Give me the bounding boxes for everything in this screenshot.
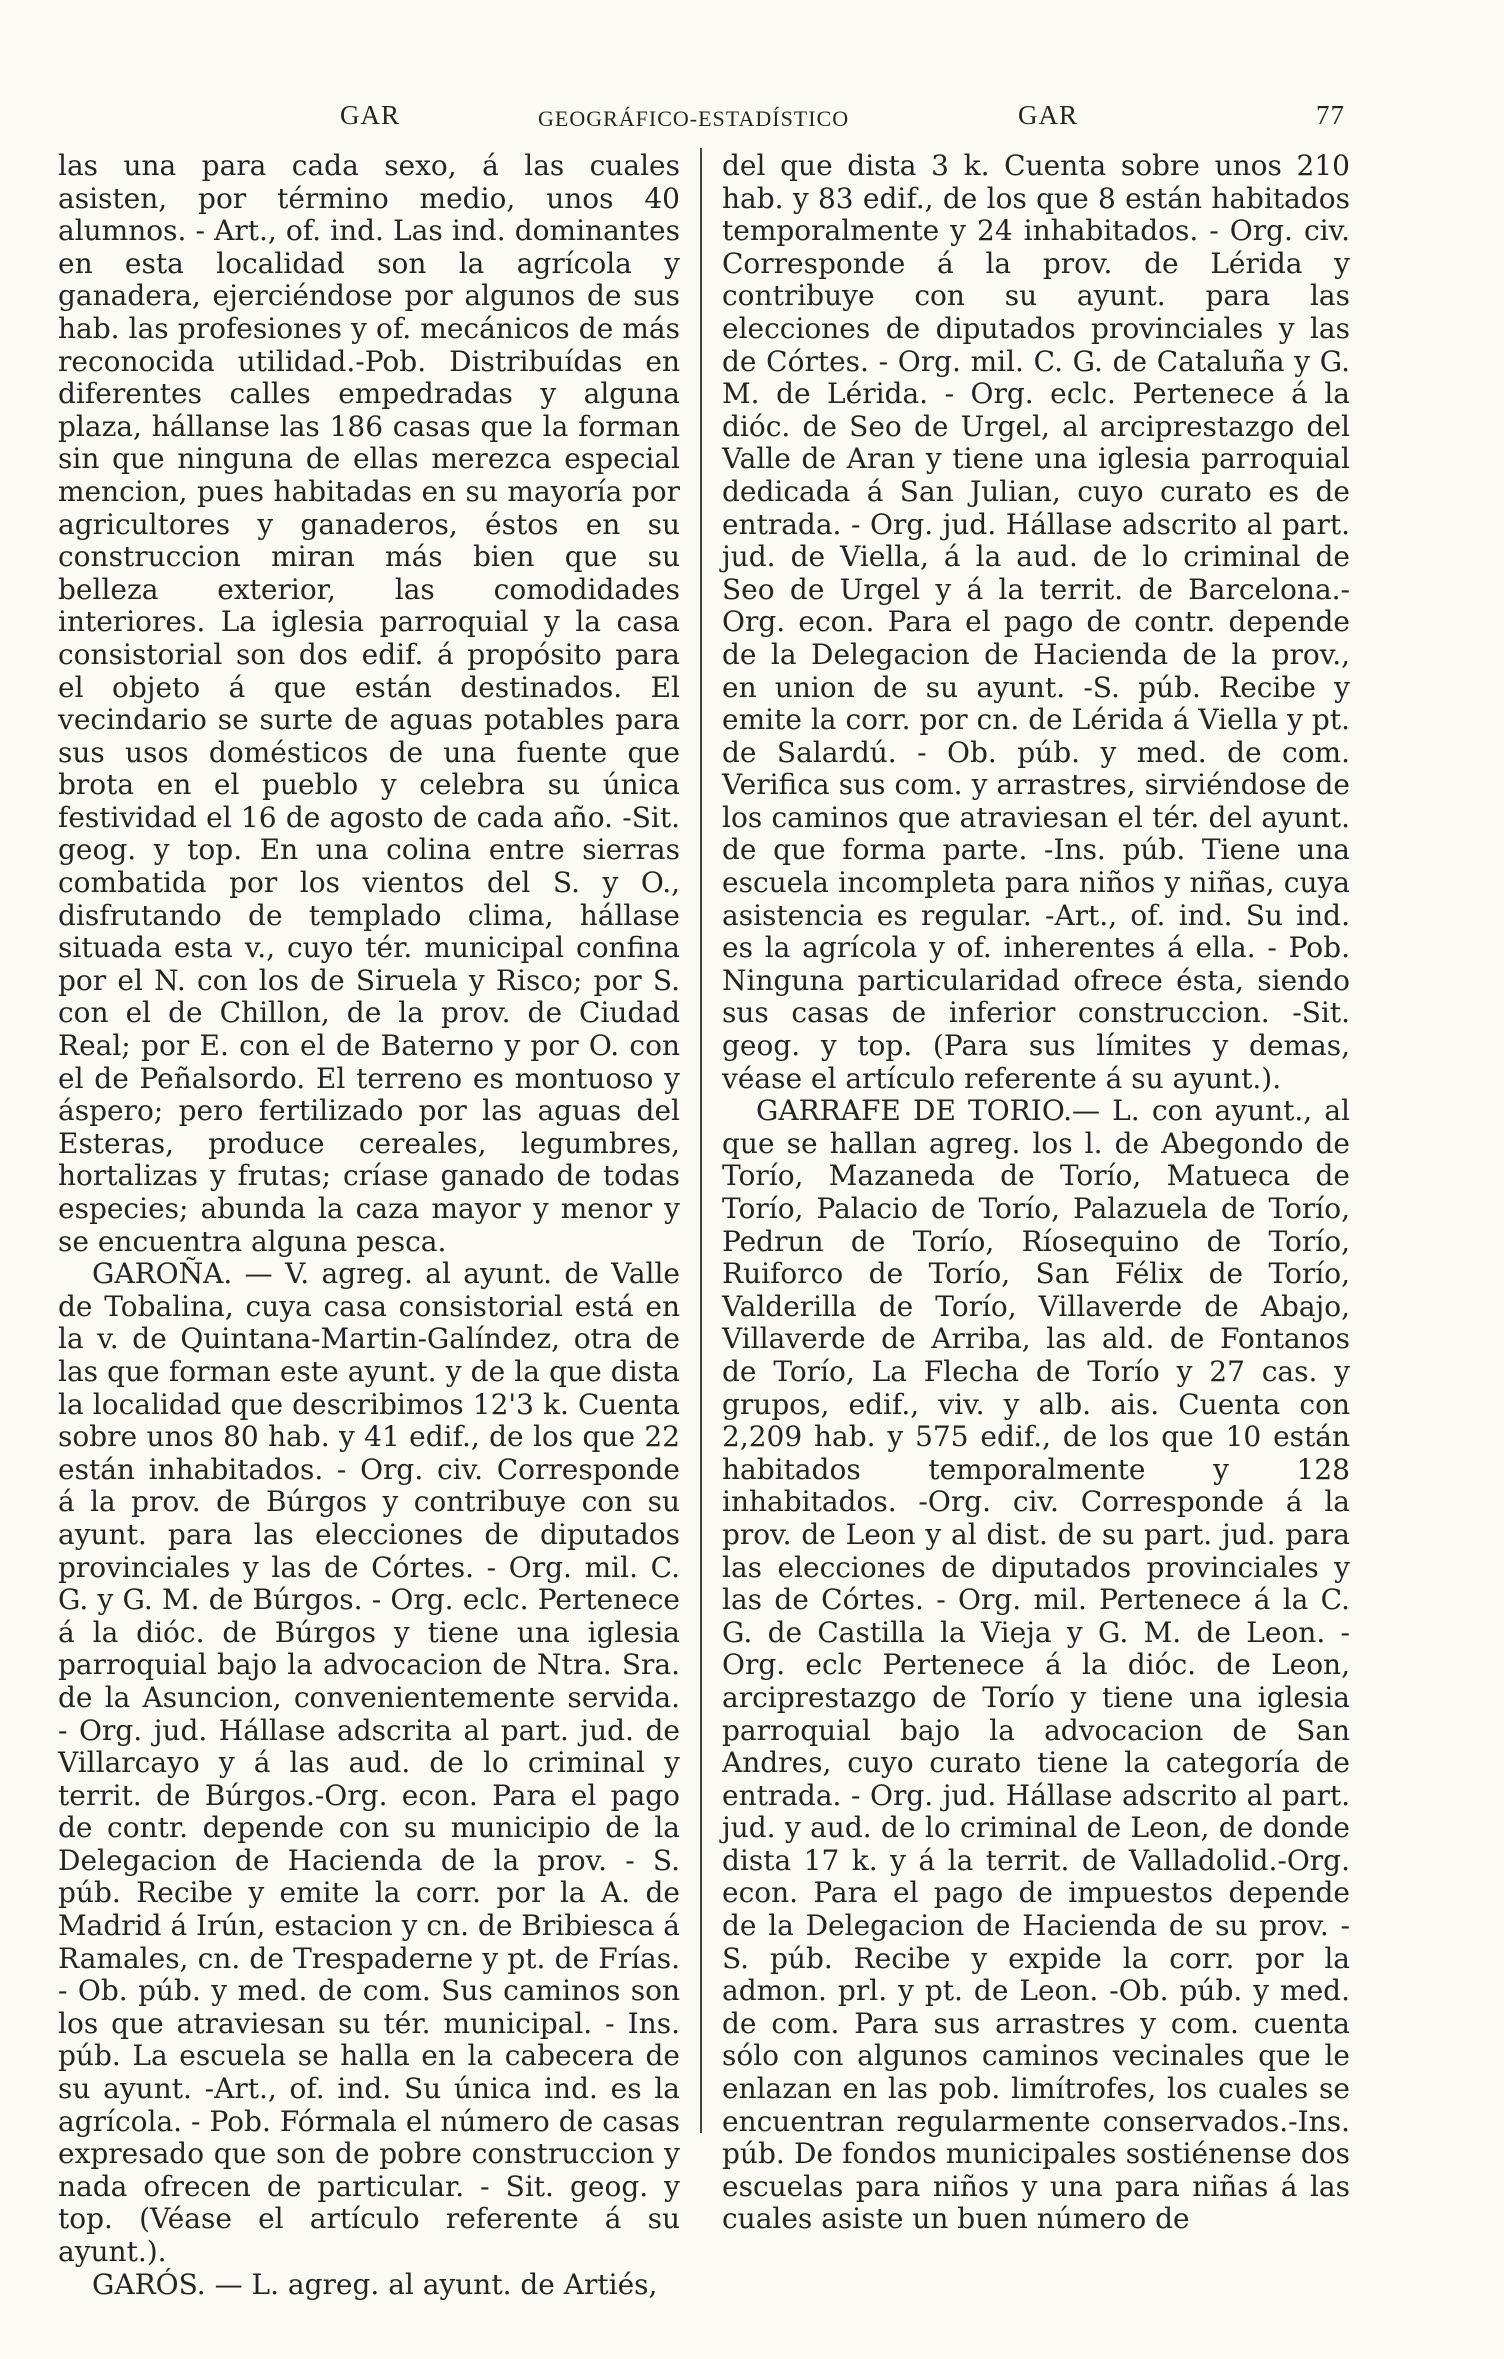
header-title: GEOGRÁFICO-ESTADÍSTICO [538, 106, 850, 131]
page-number: 77 [1316, 100, 1345, 130]
right-column [722, 150, 1350, 2236]
entry-garona: GAROÑA. — V. agreg. al ayunt. de Valle de Tobalina, cuya casa consistorial está en la v. de Quintana-Martin-Galíndez, otra de las que forman este ayunt. y de la que dista la localidad que describimos 12'3 k. Cuenta sobre unos 80 hab. y 41 edif., de los que 22 están inhabitados. - Org. civ. Corresponde á la prov. de Búrgos y contribuye con su ayunt. para las elecciones de diputados provinciales y las de Córtes. - Org. mil. C. G. y G. M. de Búrgos. - Org. eclc. Pertenece á la dióc. de Búrgos y tiene una iglesia parroquial bajo la advocacion de Ntra. Sra. de la Asuncion, convenientemente servida. - Org. jud. Hállase adscrita al part. jud. de Villarcayo y á las aud. de lo criminal y territ. de Búrgos.-Org. econ. Para el pago de contr. depende con su municipio de la Delegacion de Hacienda de la prov. - S. púb. Recibe y emite la corr. por la A. de Madrid á Irún, estacion y cn. de Bribiesca á Ramales, cn. de Trespaderne y pt. de Frías. - Ob. púb. y med. de com. Sus caminos son los que atraviesan su tér. municipal. - Ins. púb. La escuela se halla en la cabecera de su ayunt. -Art., of. ind. Su única ind. es la agrícola. - Pob. Fórmala el número de casas expresado que son de pobre construccion y nada ofrecen de particular. - Sit. geog. y top. (Véase el artículo referente á su ayunt.). [58, 1257, 681, 2268]
entry-garos: GARÓS. — L. agreg. al ayunt. de Artiés, [92, 2267, 658, 2301]
page-header [58, 100, 1348, 140]
column-divider [700, 148, 702, 2133]
left-column [58, 150, 680, 2301]
header-right-word: GAR [1018, 100, 1079, 130]
header-left-word: GAR [340, 100, 401, 130]
entry-garos-continuation: del que dista 3 k. Cuenta sobre unos 210 hab. y 83 edif., de los que 8 están habitados temporalmente y 24 inhabitados. - Org. civ. Corresponde á la prov. de Lérida y contribuye con su ayunt. para las elecciones de diputados provinciales y las de Córtes. - Org. mil. C. G. de Cataluña y G. M. de Lérida. - Org. eclc. Pertenece á la dióc. de Seo de Urgel, al arciprestazgo del Valle de Aran y tiene una iglesia parroquial dedicada á San Julian, cuyo curato es de entrada. - Org. jud. Hállase adscrito al part. jud. de Viella, á la aud. de lo criminal de Seo de Urgel y á la territ. de Barcelona.- Org. econ. Para el pago de contr. depende de la Delegacion de Hacienda de la prov., en union de su ayunt. -S. púb. Recibe y emite la corr. por cn. de Lérida á Viella y pt. de Salardú. - Ob. púb. y med. de com. Verifica sus com. y arrastres, sirviéndose de los caminos que atraviesan el tér. del ayunt. de que forma parte. -Ins. púb. Tiene una escuela incompleta para niños y niñas, cuya asistencia es regular. -Art., of. ind. Su ind. es la agrícola y of. inherentes á ella. - Pob. Ninguna particularidad ofrece ésta, siendo sus casas de inferior construccion. -Sit. geog. y top. (Para sus límites y demas, véase el artículo referente á su ayunt.). [722, 149, 1350, 1095]
entry-garrafe-de-torio: GARRAFE DE TORIO.— L. con ayunt., al que se hallan agreg. los l. de Abegondo de Torío, Mazaneda de Torío, Matueca de Torío, Palacio de Torío, Palazuela de Torío, Pedrun de Torío, Ríosequino de Torío, Ruiforco de Torío, San Félix de Torío, Valderilla de Torío, Villaverde de Abajo, Villaverde de Arriba, las ald. de Fontanos de Torío, La Flecha de Torío y 27 cas. y grupos, edif., viv. y alb. ais. Cuenta con 2,209 hab. y 575 edif., de los que 10 están habitados temporalmente y 128 inhabitados. -Org. civ. Corresponde á la prov. de Leon y al dist. de su part. jud. para las elecciones de diputados provinciales y las de Córtes. - Org. mil. Pertenece á la C. G. de Castilla la Vieja y G. M. de Leon. - Org. eclc Pertenece á la dióc. de Leon, arciprestazgo de Torío y tiene una iglesia parroquial bajo la advocacion de San Andres, cuyo curato tiene la categoría de entrada. - Org. jud. Hállase adscrito al part. jud. y aud. de lo criminal de Leon, de donde dista 17 k. y á la territ. de Valladolid.-Org. econ. Para el pago de impuestos depende de la Delegacion de Hacienda de su prov. -S. púb. Recibe y expide la corr. por la admon. prl. y pt. de Leon. -Ob. púb. y med. de com. Para sus arrastres y com. cuenta sólo con algunos caminos vecinales que le enlazan en las pob. limítrofes, los cuales se encuentran regularmente conservados.-Ins. púb. De fondos municipales sostiénense dos escuelas para niños y una para niñas á las cuales asiste un buen número de [722, 1094, 1350, 2236]
entry-continuation: las una para cada sexo, á las cuales asisten, por término medio, unos 40 alumnos. - Art., of. ind. Las ind. dominantes en esta localidad son la agrícola y ganadera, ejerciéndose por algunos de sus hab. las profesiones y of. mecánicos de más reconocida utilidad.-Pob. Distribuídas en diferentes calles empedradas y alguna plaza, hállanse las 186 casas que la forman sin que ninguna de ellas merezca especial mencion, pues habitadas en su mayoría por agricultores y ganaderos, éstos en su construccion miran más bien que su belleza exterior, las comodidades interiores. La iglesia parroquial y la casa consistorial son dos edif. á propósito para el objeto á que están destinados. El vecindario se surte de aguas potables para sus usos domésticos de una fuente que brota en el pueblo y celebra su única festividad el 16 de agosto de cada año. -Sit. geog. y top. En una colina entre sierras combatida por los vientos del S. y O., disfrutando de templado clima, hállase situada esta v., cuyo tér. municipal confina por el N. con los de Siruela y Risco; por S. con el de Chillon, de la prov. de Ciudad Real; por E. con el de Baterno y por O. con el de Peñalsordo. El terreno es montuoso y áspero; pero fertilizado por las aguas del Esteras, produce cereales, legumbres, hortalizas y frutas; críase ganado de todas especies; abunda la caza mayor y menor y se encuentra alguna pesca. [58, 149, 680, 1258]
